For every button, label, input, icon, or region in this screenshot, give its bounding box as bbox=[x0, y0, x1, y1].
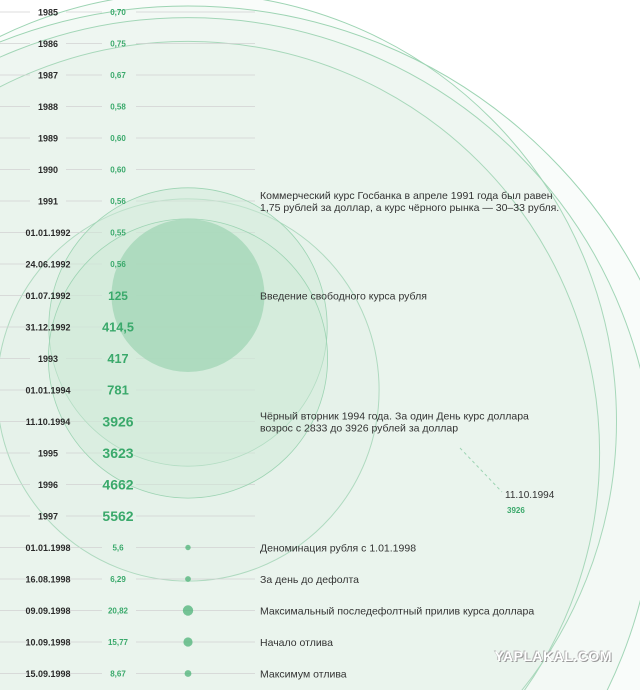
row-date: 1990 bbox=[37, 165, 59, 175]
row-value: 3623 bbox=[102, 445, 134, 462]
annotation-text: 1,75 рублей за доллар, а курс чёрного рынка — 30–33 рубля. bbox=[260, 202, 560, 214]
row-value: 8,67 bbox=[110, 669, 126, 679]
annotation-text: Максимум отлива bbox=[260, 668, 347, 681]
row-date: 1991 bbox=[37, 196, 59, 207]
rate-circle bbox=[185, 576, 191, 582]
row-date: 1986 bbox=[37, 39, 59, 49]
rate-circle bbox=[185, 545, 190, 550]
row-date: 15.09.1998 bbox=[25, 669, 71, 679]
row-date: 10.09.1998 bbox=[25, 637, 71, 648]
row-date: 1996 bbox=[37, 480, 59, 490]
row-date: 24.06.1992 bbox=[25, 259, 71, 270]
row-value: 0,70 bbox=[110, 7, 126, 17]
annotation-text: Коммерческий курс Госбанка в апреле 1991 года был равен bbox=[260, 190, 553, 202]
row-value: 15,77 bbox=[107, 637, 129, 647]
row-value: 3926 bbox=[102, 413, 134, 430]
row-value: 5562 bbox=[102, 508, 134, 525]
annotation-text: Деноминация рубля с 1.01.1998 bbox=[260, 542, 417, 555]
row-value: 781 bbox=[107, 382, 129, 398]
row-value: 0,56 bbox=[110, 196, 126, 206]
row-value: 6,29 bbox=[110, 574, 126, 584]
row-value: 20,82 bbox=[107, 606, 129, 616]
rate-circle bbox=[185, 670, 192, 677]
row-value: 0,58 bbox=[110, 102, 126, 112]
row-value: 0,60 bbox=[110, 165, 126, 175]
annotation-text: Чёрный вторник 1994 года. За один День курс доллара bbox=[260, 410, 529, 423]
row-date: 01.01.1998 bbox=[25, 543, 71, 553]
row-value: 5,6 bbox=[112, 543, 124, 553]
rate-circle bbox=[48, 219, 327, 498]
row-value: 4662 bbox=[102, 476, 134, 493]
annotation-text: Начало отлива bbox=[260, 637, 333, 649]
row-value: 0,75 bbox=[110, 39, 126, 49]
row-date: 1988 bbox=[37, 102, 59, 112]
annotation-text: Максимальный последефолтный прилив курса доллара bbox=[260, 605, 535, 618]
row-value: 0,60 bbox=[110, 133, 126, 143]
rate-circle bbox=[183, 637, 192, 646]
row-value: 0,67 bbox=[110, 70, 126, 80]
row-value: 417 bbox=[107, 352, 129, 367]
row-value: 125 bbox=[108, 288, 128, 303]
row-date: 01.01.1994 bbox=[25, 385, 71, 396]
annotation-text: Введение свободного курса рубля bbox=[260, 290, 427, 303]
watermark-text: YAPLAKAL.COM bbox=[494, 648, 612, 664]
row-date: 16.08.1998 bbox=[25, 574, 71, 585]
row-date: 11.10.1994 bbox=[25, 417, 71, 427]
row-date: 1993 bbox=[37, 354, 59, 364]
row-date: 01.07.1992 bbox=[25, 291, 71, 301]
row-date: 1985 bbox=[37, 7, 59, 18]
row-value: 414,5 bbox=[102, 320, 134, 335]
row-value: 0,55 bbox=[110, 228, 126, 238]
callout-date: 11.10.1994 bbox=[505, 490, 555, 501]
row-date: 1989 bbox=[37, 133, 59, 144]
row-date: 1997 bbox=[37, 511, 59, 522]
row-date: 09.09.1998 bbox=[25, 606, 71, 616]
rate-circle bbox=[183, 605, 193, 615]
annotation-text: возрос с 2833 до 3926 рублей за доллар bbox=[260, 422, 459, 435]
callout-value: 3926 bbox=[507, 506, 525, 515]
row-date: 1995 bbox=[37, 448, 59, 459]
row-value: 0,56 bbox=[110, 259, 126, 269]
annotation-text: За день до дефолта bbox=[260, 574, 360, 586]
row-date: 1987 bbox=[37, 70, 59, 81]
row-date: 01.01.1992 bbox=[25, 228, 71, 238]
row-date: 31.12.1992 bbox=[25, 322, 71, 333]
